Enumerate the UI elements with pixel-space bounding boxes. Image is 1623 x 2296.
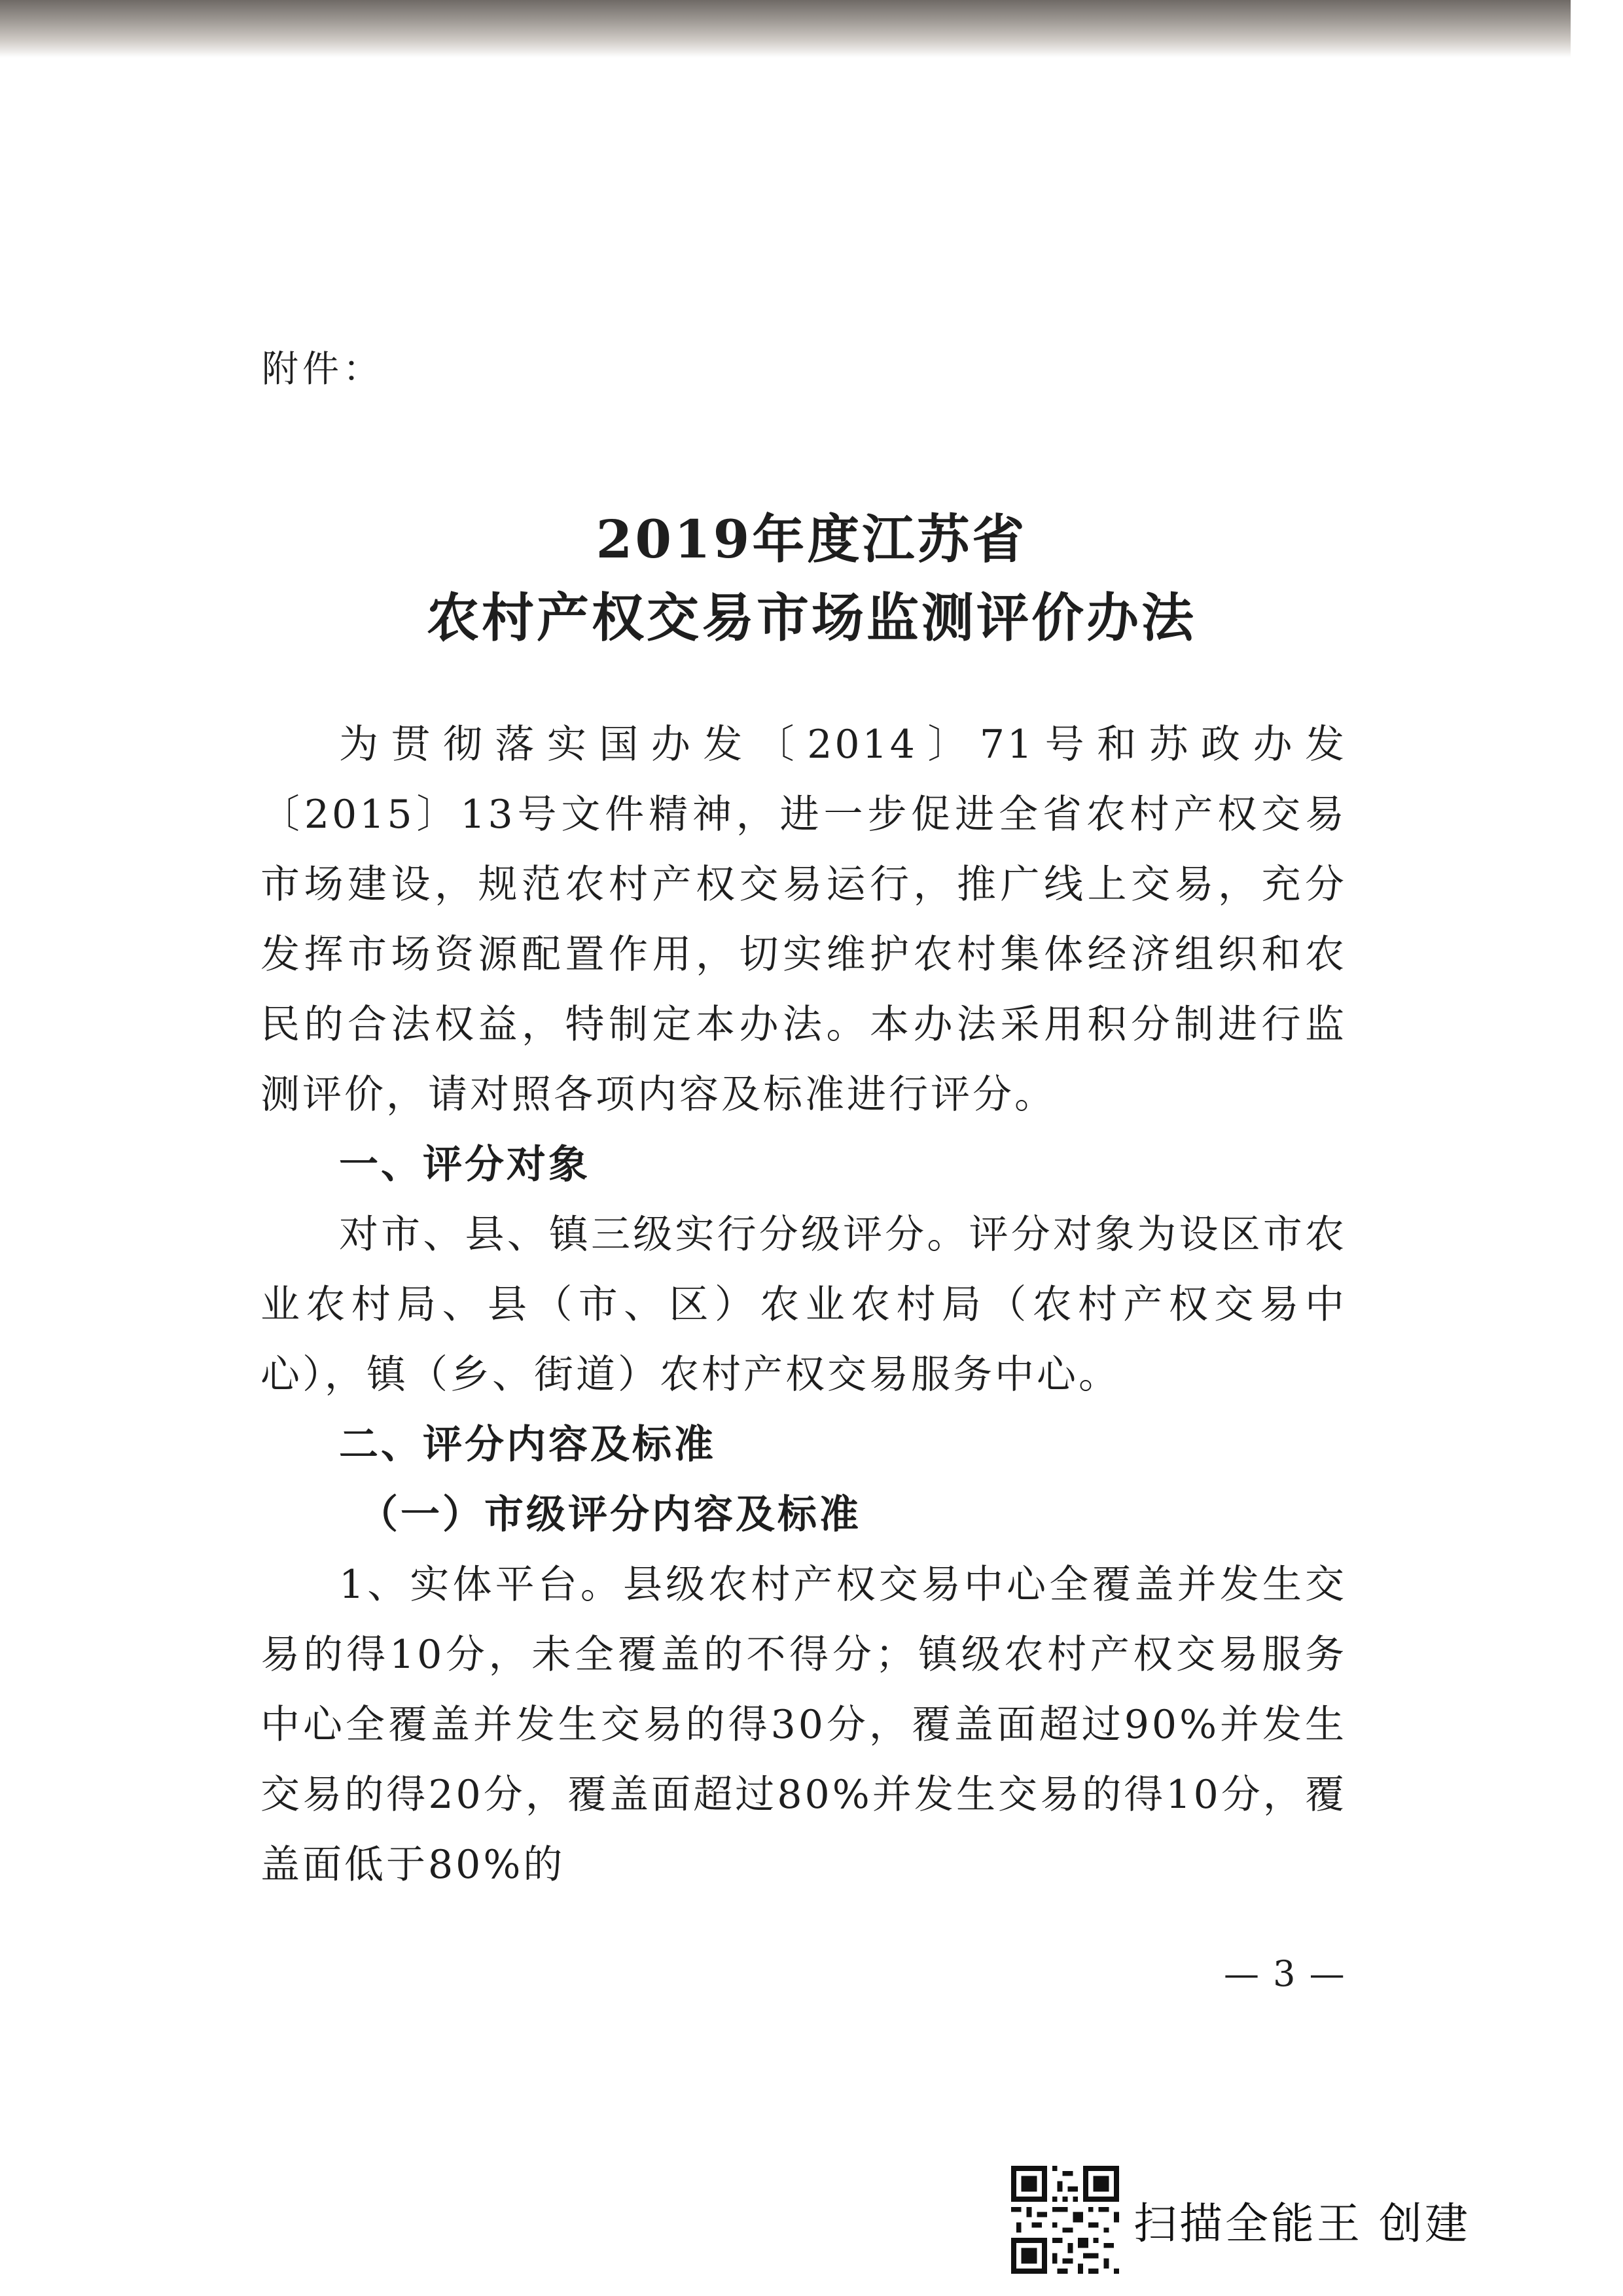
- page-number: — 3 —: [1224, 1953, 1346, 1994]
- section2-item1-paragraph: 1、实体平台。县级农村产权交易中心全覆盖并发生交易的得10分，未全覆盖的不得分；镇级农村产权交易服务中心全覆盖并发生交易的得30分，覆盖面超过90%并发生交易的得20分，覆盖面超过80%并发生交易的得10分，覆盖面低于80%的: [260, 1562, 1347, 1888]
- attachment-label: 附件：: [262, 348, 383, 391]
- section1-heading: 一、评分对象: [339, 1142, 590, 1188]
- scanner-watermark: [1011, 2166, 1471, 2274]
- section1-paragraph: 对市、县、镇三级实行分级评分。评分对象为设区市农业农村局、县（市、区）农业农村局（农村产权交易中心），镇（乡、街道）农村产权交易服务中心。: [260, 1212, 1347, 1398]
- section2-heading: 二、评分内容及标准: [339, 1422, 716, 1468]
- document-body: [260, 710, 1347, 1900]
- document-title-line1: 2019年度江苏省: [596, 508, 1027, 570]
- intro-paragraph: 为贯彻落实国办发〔2014〕71号和苏政办发〔2015〕13号文件精神，进一步促进全省农村产权交易市场建设，规范农村产权交易运行，推广线上交易，充分发挥市场资源配置作用，切实维护农村集体经济组织和农民的合法权益，特制定本办法。本办法采用积分制进行监测评价，请对照各项内容及标准进行评分。: [260, 722, 1347, 1118]
- document-title-line2: 农村产权交易市场监测评价办法: [427, 587, 1196, 648]
- section2-subheading: （一）市级评分内容及标准: [359, 1492, 861, 1538]
- qr-code-icon: [1011, 2166, 1119, 2274]
- watermark-text: 扫描全能王 创建: [1133, 2199, 1471, 2249]
